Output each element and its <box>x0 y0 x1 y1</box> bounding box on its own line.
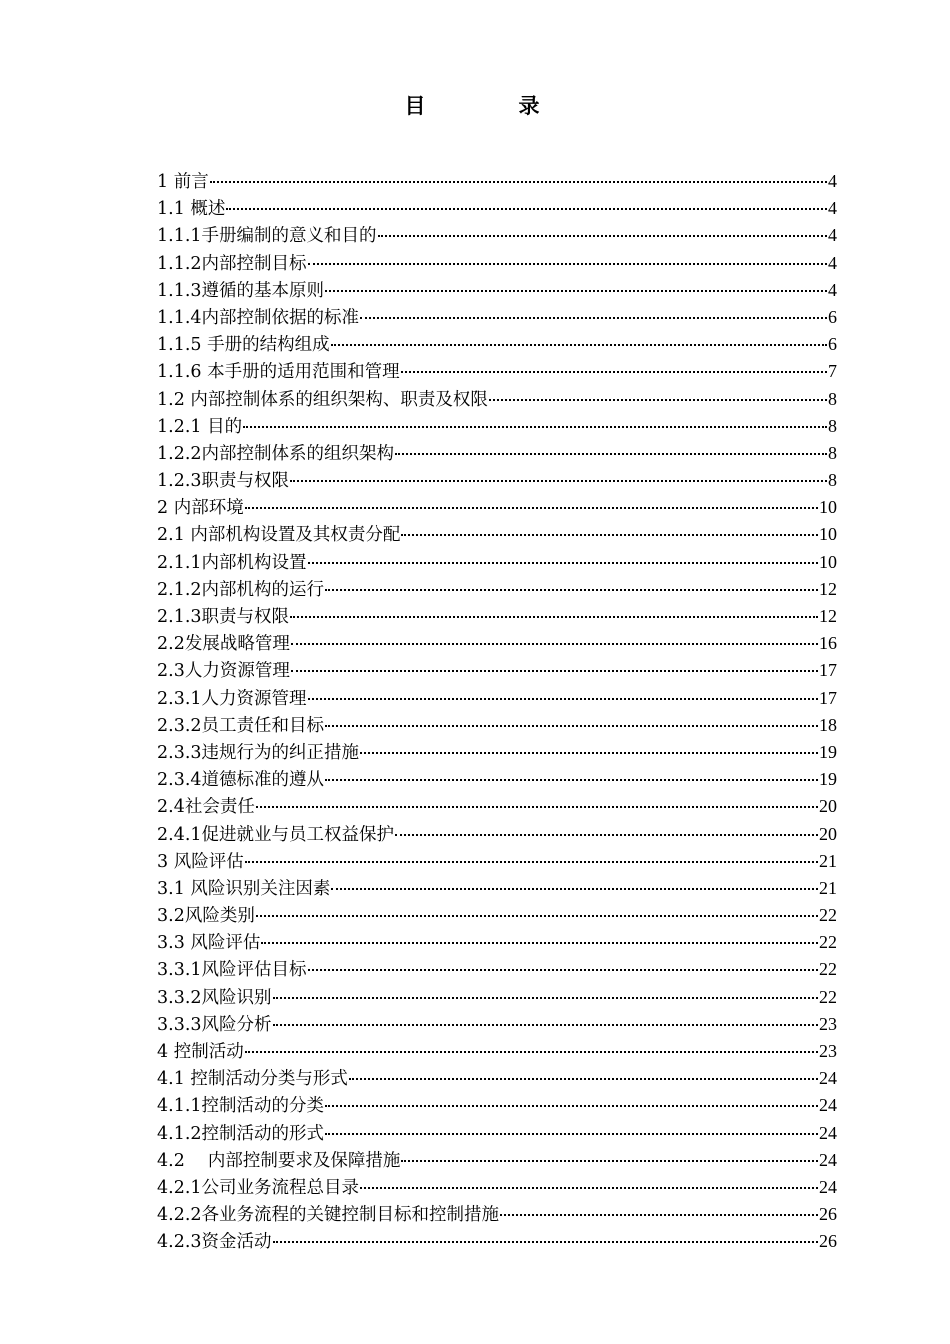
toc-entry-page-number: 22 <box>819 932 837 953</box>
toc-entry-page-number: 18 <box>819 714 837 735</box>
toc-leader-dots <box>261 941 818 944</box>
toc-entry[interactable] <box>157 657 837 684</box>
toc-entry[interactable] <box>157 793 837 820</box>
toc-entry[interactable] <box>157 413 837 440</box>
toc-entry-label: 3.3.2风险识别 <box>157 987 272 1008</box>
toc-entry-label: 1.2.3职责与权限 <box>157 471 290 492</box>
toc-leader-dots <box>331 887 818 890</box>
toc-entry-page-number: 10 <box>819 524 837 545</box>
toc-title: 目 录 <box>404 93 576 118</box>
toc-leader-dots <box>308 697 818 700</box>
toc-entry-page-number: 4 <box>828 198 837 219</box>
toc-entry[interactable] <box>157 929 837 956</box>
toc-entry[interactable] <box>157 1201 837 1228</box>
toc-leader-dots <box>325 1104 818 1107</box>
toc-leader-dots <box>245 1050 818 1053</box>
toc-leader-dots <box>401 1159 818 1162</box>
toc-entry-label: 1.2.2内部控制体系的组织架构 <box>157 443 395 464</box>
toc-entry-label: 1.2 内部控制体系的组织架构、职责及权限 <box>157 389 488 410</box>
toc-leader-dots <box>256 805 818 808</box>
toc-entry-page-number: 8 <box>828 470 837 491</box>
toc-entry[interactable] <box>157 712 837 739</box>
toc-entry-page-number: 4 <box>828 225 837 246</box>
toc-entry-label: 4.1.2控制活动的形式 <box>157 1123 325 1144</box>
toc-leader-dots <box>395 452 827 455</box>
toc-entry-page-number: 24 <box>819 1068 837 1089</box>
toc-entry-label: 2.2发展战略管理 <box>157 634 290 655</box>
toc-entry-label: 3.3.1风险评估目标 <box>157 960 307 981</box>
toc-leader-dots <box>325 778 818 781</box>
toc-leader-dots <box>378 234 827 237</box>
toc-entry[interactable] <box>157 521 837 548</box>
toc-entry-page-number: 20 <box>819 796 837 817</box>
toc-entry-page-number: 22 <box>819 986 837 1007</box>
toc-leader-dots <box>291 669 818 672</box>
toc-entry-label: 1.1.4内部控制依据的标准 <box>157 307 360 328</box>
toc-entry-page-number: 4 <box>828 279 837 300</box>
toc-entry[interactable] <box>157 956 837 983</box>
toc-entry-page-number: 6 <box>828 334 837 355</box>
toc-entry[interactable] <box>157 739 837 766</box>
toc-entry-page-number: 4 <box>828 171 837 191</box>
toc-entry-page-number: 10 <box>819 551 837 572</box>
toc-leader-dots <box>325 289 827 292</box>
toc-leader-dots <box>401 533 818 536</box>
toc-entry-page-number: 24 <box>819 1095 837 1116</box>
toc-entry-page-number: 12 <box>819 606 837 626</box>
toc-leader-dots <box>360 1186 818 1189</box>
toc-entry-page-number: 10 <box>819 497 837 518</box>
toc-entry-label: 4.2.1公司业务流程总目录 <box>157 1177 360 1198</box>
toc-entry-label: 2.4.1促进就业与员工权益保护 <box>157 824 395 845</box>
toc-leader-dots <box>401 370 827 373</box>
toc-entry[interactable] <box>157 386 837 413</box>
toc-leader-dots <box>500 1213 818 1216</box>
toc-entry-page-number: 22 <box>819 905 837 926</box>
toc-entry-page-number: 24 <box>819 1176 837 1197</box>
toc-entry-page-number: 16 <box>819 633 837 654</box>
toc-entry[interactable] <box>157 1120 837 1147</box>
toc-entry[interactable] <box>157 467 837 494</box>
toc-entry-page-number: 6 <box>828 306 837 327</box>
toc-leader-dots <box>243 425 827 428</box>
toc-entry-label: 1.1.5 手册的结构组成 <box>157 335 330 356</box>
toc-entry[interactable] <box>157 875 837 902</box>
toc-leader-dots <box>308 561 818 564</box>
toc-entry-label: 1.1.3遵循的基本原则 <box>157 280 325 301</box>
toc-entry-label: 1.1 概述 <box>157 199 226 220</box>
toc-leader-dots <box>325 1132 818 1135</box>
toc-entry-page-number: 23 <box>819 1013 837 1034</box>
toc-entry-label: 4.2 内部控制要求及保障措施 <box>157 1150 401 1171</box>
toc-entry[interactable] <box>157 630 837 657</box>
toc-leader-dots <box>273 996 818 999</box>
toc-entry[interactable] <box>157 821 837 848</box>
toc-entry[interactable] <box>157 902 837 929</box>
toc-entry[interactable] <box>157 576 837 603</box>
toc-leader-dots <box>349 1077 818 1080</box>
toc-entry-label: 4.2.2各业务流程的关键控制目标和控制措施 <box>157 1205 500 1226</box>
toc-entry[interactable] <box>157 848 837 875</box>
toc-entry-label: 2.3.3违规行为的纠正措施 <box>157 742 360 763</box>
toc-entry-label: 2.4社会责任 <box>157 797 255 818</box>
toc-entry[interactable] <box>157 440 837 467</box>
toc-leader-dots <box>245 860 818 863</box>
toc-entry-label: 3.1 风险识别关注因素 <box>157 878 331 899</box>
toc-leader-dots <box>325 588 818 591</box>
toc-entry[interactable] <box>157 494 837 521</box>
toc-leader-dots <box>308 968 818 971</box>
toc-entry[interactable] <box>157 984 837 1011</box>
toc-entry-label: 3 风险评估 <box>157 851 244 872</box>
toc-leader-dots <box>360 751 818 754</box>
toc-leader-dots <box>226 207 827 210</box>
toc-entry-label: 1.2.1 目的 <box>157 416 243 437</box>
toc-leader-dots <box>245 506 818 509</box>
toc-entry-page-number: 21 <box>819 850 837 871</box>
toc-entry-label: 4.2.3资金活动 <box>157 1232 272 1253</box>
toc-leader-dots <box>273 1023 818 1026</box>
toc-entry-label: 4.1.1控制活动的分类 <box>157 1096 325 1117</box>
toc-entry[interactable] <box>157 685 837 712</box>
toc-leader-dots <box>256 914 818 917</box>
toc-leader-dots <box>210 180 827 183</box>
toc-list <box>157 168 837 1256</box>
toc-entry[interactable] <box>157 603 837 630</box>
toc-entry-label: 2.1.3职责与权限 <box>157 607 290 627</box>
toc-entry-label: 1.1.2内部控制目标 <box>157 253 307 274</box>
toc-entry-label: 2.3.1人力资源管理 <box>157 688 307 709</box>
toc-entry-label: 2.1.2内部机构的运行 <box>157 579 325 600</box>
toc-entry-label: 3.3.3风险分析 <box>157 1014 272 1035</box>
toc-entry[interactable] <box>157 222 837 249</box>
toc-entry-label: 1.1.1手册编制的意义和目的 <box>157 226 377 247</box>
toc-entry-page-number: 23 <box>819 1041 837 1061</box>
toc-leader-dots <box>290 479 827 482</box>
toc-entry[interactable] <box>157 1065 837 1092</box>
toc-entry-page-number: 17 <box>819 660 837 681</box>
toc-entry-page-number: 26 <box>819 1231 837 1252</box>
toc-entry-label: 2.1.1内部机构设置 <box>157 552 307 573</box>
toc-entry-page-number: 19 <box>819 769 837 790</box>
toc-leader-dots <box>489 398 827 401</box>
toc-entry[interactable] <box>157 1092 837 1119</box>
toc-entry[interactable] <box>157 549 837 576</box>
toc-entry-label: 2.1 内部机构设置及其权责分配 <box>157 525 401 546</box>
toc-entry-label: 2.3.2员工责任和目标 <box>157 715 325 736</box>
toc-entry-page-number: 24 <box>819 1149 837 1170</box>
toc-leader-dots <box>360 316 827 319</box>
toc-entry-page-number: 8 <box>828 388 837 409</box>
toc-entry[interactable] <box>157 1011 837 1038</box>
toc-entry-label: 2 内部环境 <box>157 498 244 519</box>
toc-entry-page-number: 20 <box>819 823 837 844</box>
toc-entry[interactable] <box>157 304 837 331</box>
toc-leader-dots <box>273 1240 818 1243</box>
toc-entry[interactable] <box>157 1174 837 1201</box>
toc-entry[interactable] <box>157 250 837 277</box>
toc-entry-label: 2.3人力资源管理 <box>157 661 290 682</box>
toc-entry-page-number: 4 <box>828 252 837 273</box>
toc-leader-dots <box>395 833 818 836</box>
toc-leader-dots <box>291 642 818 645</box>
toc-leader-dots <box>290 615 818 618</box>
toc-entry-page-number: 21 <box>819 877 837 898</box>
toc-entry[interactable] <box>157 358 837 385</box>
toc-entry-page-number: 22 <box>819 959 837 980</box>
toc-entry-page-number: 8 <box>828 415 837 436</box>
toc-entry-label: 4.1 控制活动分类与形式 <box>157 1069 348 1090</box>
toc-leader-dots <box>325 724 818 727</box>
toc-entry-page-number: 17 <box>819 687 837 708</box>
toc-entry-label: 3.3 风险评估 <box>157 933 261 954</box>
toc-entry[interactable] <box>157 1147 837 1174</box>
toc-entry-page-number: 19 <box>819 741 837 762</box>
toc-entry[interactable] <box>157 1038 837 1065</box>
toc-entry-label: 2.3.4道德标准的遵从 <box>157 770 325 791</box>
toc-entry-page-number: 26 <box>819 1204 837 1225</box>
toc-entry-label: 1 前言 <box>157 172 209 192</box>
toc-entry[interactable] <box>157 168 837 195</box>
toc-entry[interactable] <box>157 1228 837 1255</box>
toc-entry-page-number: 24 <box>819 1122 837 1143</box>
toc-entry-page-number: 12 <box>819 578 837 599</box>
toc-entry-page-number: 7 <box>828 361 837 382</box>
toc-entry[interactable] <box>157 331 837 358</box>
toc-entry-label: 4 控制活动 <box>157 1042 244 1062</box>
toc-entry-label: 3.2风险类别 <box>157 906 255 927</box>
toc-entry[interactable] <box>157 766 837 793</box>
toc-entry-page-number: 8 <box>828 442 837 463</box>
toc-entry[interactable] <box>157 195 837 222</box>
toc-entry[interactable] <box>157 277 837 304</box>
toc-leader-dots <box>308 262 827 265</box>
toc-entry-label: 1.1.6 本手册的适用范围和管理 <box>157 362 400 383</box>
toc-leader-dots <box>331 343 827 346</box>
